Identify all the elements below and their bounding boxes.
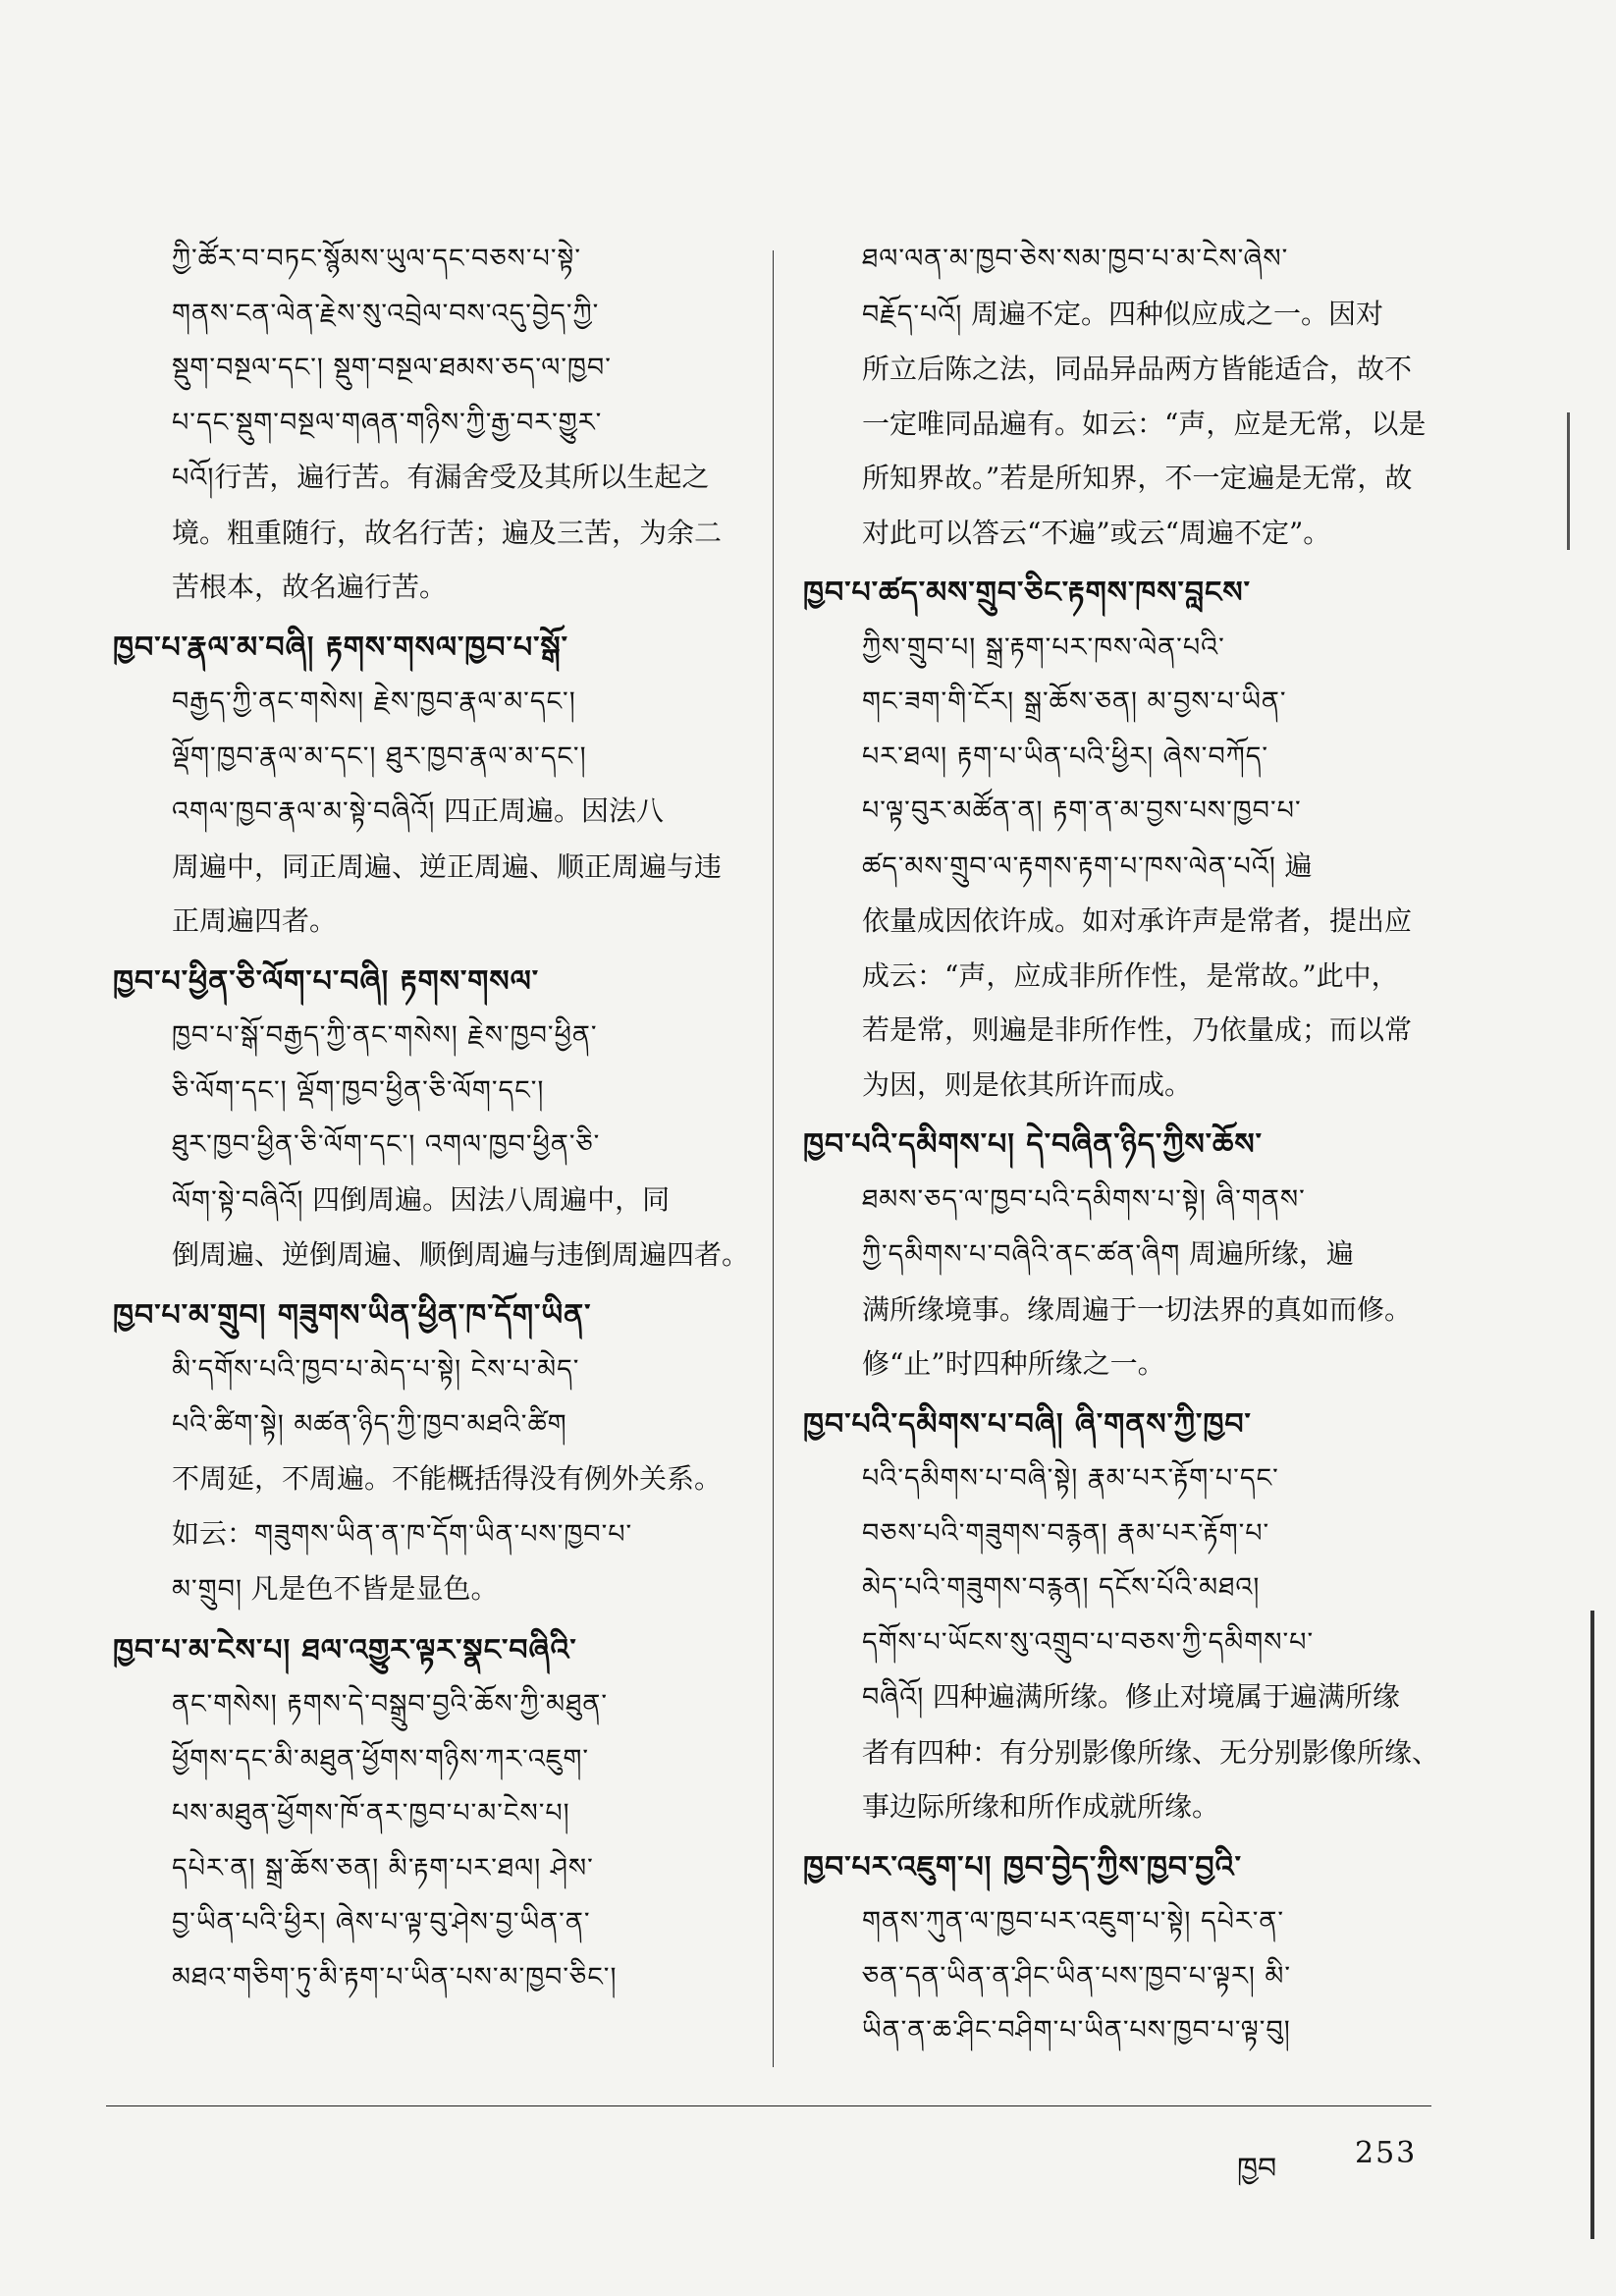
margin-binding-mark bbox=[1590, 1611, 1604, 2239]
tibetan-text: གཟུགས་ཡིན་ན་ཁ་དོག་ཡིན་པས་ཁྱབ་པ་ bbox=[254, 1518, 633, 1550]
tibetan-line: ཅན་དན་ཡིན་ན་ཤིང་ཡིན་པས་ཁྱབ་པ་ལྟར། མི་ bbox=[862, 1960, 1292, 1992]
tibetan-line: སྡུག་བསྔལ་དང་། སྡུག་བསྔལ་ཐམས་ཅད་ལ་ཁྱབ་ bbox=[172, 353, 612, 383]
tibetan-line: མི་དགོས་པའི་ཁྱབ་པ་མེད་པ་སྟེ། ངེས་པ་མེད་ bbox=[172, 1354, 580, 1385]
entry-continuation-suffering bbox=[113, 232, 761, 615]
chinese-text: 周遍所缘，遍 bbox=[1188, 1237, 1354, 1270]
entry-pervasion-uncertain bbox=[113, 1623, 761, 2005]
tibetan-line: པའི་ཚིག་སྟེ། མཚན་ཉིད་ཀྱི་ཁྱབ་མཐའི་ཚིག bbox=[172, 1408, 567, 1440]
tibetan-line: ཁྱབ་པ་སྒོ་བརྒྱད་ཀྱི་ནང་གསེས། རྗེས་ཁྱབ་ཕྱིན་ bbox=[172, 1020, 598, 1051]
tibetan-line: བཅས་པའི་གཟུགས་བརྙན། རྣམ་པར་རྟོག་པ་ bbox=[862, 1517, 1270, 1549]
tibetan-line: པ་ལྟ་བུར་མཚོན་ན། རྟག་ན་མ་བྱས་པས་ཁྱབ་པ་ bbox=[862, 795, 1302, 826]
page-number: 253 bbox=[1355, 2136, 1418, 2170]
entry-established-by-valid-cognition bbox=[803, 566, 1451, 1112]
entry-four-pervasive-objects bbox=[803, 1397, 1451, 1834]
right-column bbox=[803, 232, 1451, 2064]
tibetan-line: ཀྱི་ཚོར་བ་བཏང་སྙོམས་ཡུལ་དང་བཅས་པ་སྟེ་ bbox=[172, 244, 582, 274]
tibetan-line: ཅི་ལོག་དང་། ལྡོག་ཁྱབ་ཕྱིན་ཅི་ལོག་དང་། bbox=[172, 1074, 545, 1106]
tibetan-line: དགོས་པ་ཡོངས་སུ་འགྲུབ་པ་བཅས་ཀྱི་དམིགས་པ་ bbox=[862, 1626, 1315, 1658]
chinese-line: 成云：“声，应成非所作性，是常故。”此中， bbox=[862, 958, 1399, 992]
mixed-line bbox=[803, 839, 1451, 895]
tibetan-line: ཡིན་ན་ཆ་ཤིང་བཤིག་པ་ཡིན་པས་ཁྱབ་པ་ལྟ་བུ། bbox=[862, 2015, 1291, 2046]
headword-line: ཁྱབ་པ་ཚད་མས་གྲུབ་ཅིང་རྟགས་ཁས་བླངས་ bbox=[803, 575, 1251, 610]
entry-pervasive-object bbox=[803, 1118, 1451, 1392]
mixed-line bbox=[803, 1227, 1451, 1283]
tibetan-line: ལྡོག་ཁྱབ་རྣལ་མ་དང་། ཐུར་ཁྱབ་རྣལ་མ་དང་། bbox=[172, 740, 587, 772]
tibetan-line: པ་དང་སྡུག་བསྔལ་གཞན་གཉིས་ཀྱི་རྒྱ་བར་གྱུར་ bbox=[172, 407, 603, 438]
tibetan-text: མ་གྲུབ། bbox=[172, 1574, 242, 1605]
column-divider bbox=[773, 250, 774, 2067]
chinese-line: 境。粗重随行，故名行苦；遍及三苦，为余二 bbox=[172, 516, 723, 549]
tibetan-line: གནས་ངན་ལེན་རྗེས་སུ་འབྲེལ་བས་འདུ་བྱེད་ཀྱི་ bbox=[172, 298, 600, 329]
tibetan-text: བཞིའོ། bbox=[862, 1682, 925, 1713]
chinese-line: 不周延，不周遍。不能概括得没有例外关系。 bbox=[172, 1462, 723, 1495]
mixed-line bbox=[803, 287, 1451, 343]
tibetan-line: དཔེར་ན། སྒྲ་ཆོས་ཅན། མི་རྟག་པར་ཐལ། ཤེས་ bbox=[172, 1852, 594, 1884]
chinese-line: 对此可以答云“不遍”或云“周遍不定”。 bbox=[862, 516, 1331, 549]
chinese-line: 依量成因依许成。如对承许声是常者，提出应 bbox=[862, 904, 1413, 937]
chinese-text: 如云： bbox=[172, 1516, 255, 1550]
chinese-line: 周遍中，同正周遍、逆正周遍、顺正周遍与违 bbox=[172, 849, 723, 883]
tibetan-line: བརྒྱད་ཀྱི་ནང་གསེས། རྗེས་ཁྱབ་རྣལ་མ་དང་། bbox=[172, 686, 576, 717]
tibetan-text: འགལ་ཁྱབ་རྣལ་མ་སྟེ་བཞིའོ། bbox=[172, 796, 436, 827]
headword-line: ཁྱབ་པའི་དམིགས་པ། དེ་བཞིན་ཉིད་ཀྱིས་ཆོས་ bbox=[803, 1127, 1263, 1162]
tibetan-line: མེད་པའི་གཟུགས་བརྙན། དངོས་པོའི་མཐའ། bbox=[862, 1572, 1261, 1603]
headword-line: ཁྱབ་པ་མ་གྲུབ། གཟུགས་ཡིན་ཕྱིན་ཁ་དོག་ཡིན་ bbox=[113, 1297, 592, 1333]
tibetan-line: ཐམས་ཅད་ལ་ཁྱབ་པའི་དམིགས་པ་སྟེ། ཞི་གནས་ bbox=[862, 1183, 1306, 1215]
headword-line: ཁྱབ་པར་འཇུག་པ། ཁྱབ་བྱེད་ཀྱིས་ཁྱབ་བྱའི་ bbox=[803, 1849, 1242, 1885]
tibetan-text: པའོ། bbox=[172, 463, 215, 493]
tibetan-line: བྱ་ཡིན་པའི་ཕྱིར། ཞེས་པ་ལྟ་བུ་ཤེས་བྱ་ཡིན་ན་ bbox=[172, 1907, 591, 1938]
mixed-line bbox=[113, 450, 761, 506]
chinese-text: 周遍不定。四种似应成之一。因对 bbox=[971, 297, 1384, 330]
headword-line: ཁྱབ་པའི་དམིགས་པ་བཞི། ཞི་གནས་ཀྱི་ཁྱབ་ bbox=[803, 1406, 1252, 1442]
chinese-line: 修“止”时四种所缘之一。 bbox=[862, 1347, 1165, 1380]
tibetan-line: ཀྱིས་གྲུབ་པ། སྒྲ་རྟག་པར་ཁས་ལེན་པའི་ bbox=[862, 631, 1225, 663]
running-head: ཁྱབ bbox=[1237, 2152, 1277, 2186]
chinese-line: 事边际所缘和所作成就所缘。 bbox=[862, 1790, 1220, 1823]
chinese-line: 若是常，则遍是非所作性，乃依量成；而以常 bbox=[862, 1013, 1413, 1046]
chinese-line: 一定唯同品遍有。如云：“声，应是无常，以是 bbox=[862, 407, 1427, 440]
chinese-text: 凡是色不皆是显色。 bbox=[250, 1572, 499, 1605]
chinese-line: 倒周遍、逆倒周遍、顺倒周遍与违倒周遍四者。 bbox=[172, 1238, 750, 1271]
chinese-line: 满所缘境事。缘周遍于一切法界的真如而修。 bbox=[862, 1292, 1413, 1326]
tibetan-line: གང་ཟག་གི་ངོར། སྒྲ་ཆོས་ཅན། མ་བྱས་པ་ཡིན་ bbox=[862, 686, 1287, 717]
chinese-text: 遍 bbox=[1284, 848, 1313, 882]
entry-not-pervasive bbox=[113, 1288, 761, 1617]
tibetan-line: མཐའ་གཅིག་ཏུ་མི་རྟག་པ་ཡིན་པས་མ་ཁྱབ་ཅིང་། bbox=[172, 1961, 618, 1993]
mixed-line bbox=[803, 1669, 1451, 1725]
tibetan-line: གནས་ཀུན་ལ་ཁྱབ་པར་འཇུག་པ་སྟེ། དཔེར་ན་ bbox=[862, 1906, 1285, 1937]
mixed-line bbox=[113, 1561, 761, 1617]
entry-four-correct-pervasions bbox=[113, 621, 761, 949]
tibetan-text: ཀྱི་དམིགས་པ་བཞིའི་ནང་ཚན་ཞིག bbox=[862, 1239, 1181, 1270]
tibetan-text: ལོག་སྟེ་བཞིའོ། bbox=[172, 1184, 304, 1216]
tibetan-line: ནང་གསེས། རྟགས་དེ་བསྒྲུབ་བྱའི་ཆོས་ཀྱི་མཐུན་ bbox=[172, 1689, 609, 1720]
headword-line: ཁྱབ་པ་ཕྱིན་ཅི་ལོག་པ་བཞི། རྟགས་གསལ་ bbox=[113, 963, 540, 999]
tibetan-line: པས་མཐུན་ཕྱོགས་ཁོ་ནར་ཁྱབ་པ་མ་ངེས་པ། bbox=[172, 1798, 570, 1829]
chinese-line: 者有四种：有分别影像所缘、无分别影像所缘、 bbox=[862, 1735, 1440, 1769]
tibetan-line: པའི་དམིགས་པ་བཞི་སྟེ། རྣམ་པར་རྟོག་པ་དང་ bbox=[862, 1463, 1279, 1494]
chinese-line: 正周遍四者。 bbox=[172, 904, 338, 937]
chinese-text: 四正周遍。因法八 bbox=[444, 794, 665, 827]
margin-tab-marks bbox=[1567, 412, 1609, 550]
tibetan-line: ཐུར་ཁྱབ་ཕྱིན་ཅི་ལོག་དང་། འགལ་ཁྱབ་ཕྱིན་ཅི་ bbox=[172, 1129, 601, 1160]
chinese-text: 四倒周遍。因法八周遍中，同 bbox=[312, 1182, 671, 1216]
chinese-text: 四种遍满所缘。修止对境属于遍满所缘 bbox=[932, 1680, 1400, 1713]
chinese-line: 所立后陈之法，同品异品两方皆能适合，故不 bbox=[862, 353, 1413, 385]
tibetan-line: ཕྱོགས་དང་མི་མཐུན་ཕྱོགས་གཉིས་ཀར་འཇུག་ bbox=[172, 1743, 590, 1775]
entry-continuation-uncertain bbox=[803, 232, 1451, 560]
chinese-line: 为因，则是依其所许而成。 bbox=[862, 1067, 1193, 1101]
entry-pervasive-engagement bbox=[803, 1840, 1451, 2058]
headword-line: ཁྱབ་པ་མ་ངེས་པ། ཐལ་འགྱུར་ལྟར་སྣང་བཞིའི་ bbox=[113, 1632, 577, 1667]
footer-rule bbox=[106, 2105, 1431, 2106]
tibetan-text: ཚད་མས་གྲུབ་ལ་རྟགས་རྟག་པ་ཁས་ལེན་པའོ། bbox=[862, 850, 1276, 882]
tibetan-line: ཐལ་ལན་མ་ཁྱབ་ཅེས་སམ་ཁྱབ་པ་མ་ངེས་ཞེས་ bbox=[862, 244, 1289, 274]
chinese-text: 行苦，遍行苦。有漏舍受及其所以生起之 bbox=[214, 461, 710, 493]
headword-line: ཁྱབ་པ་རྣལ་མ་བཞི། རྟགས་གསལ་ཁྱབ་པ་སྒོ་ bbox=[113, 629, 568, 665]
chinese-line: 苦根本，故名遍行苦。 bbox=[172, 571, 448, 603]
mixed-line bbox=[113, 784, 761, 840]
entry-four-inverted-pervasions bbox=[113, 955, 761, 1283]
tibetan-line: པར་ཐལ། རྟག་པ་ཡིན་པའི་ཕྱིར། ཞེས་བཀོད་ bbox=[862, 740, 1269, 772]
left-column bbox=[113, 232, 761, 2010]
mixed-line bbox=[113, 1173, 761, 1229]
tibetan-text: བརྗོད་པའོ། bbox=[862, 299, 963, 330]
mixed-line bbox=[113, 1506, 761, 1562]
chinese-line: 所知界故。”若是所知界，不一定遍是无常，故 bbox=[862, 462, 1413, 494]
